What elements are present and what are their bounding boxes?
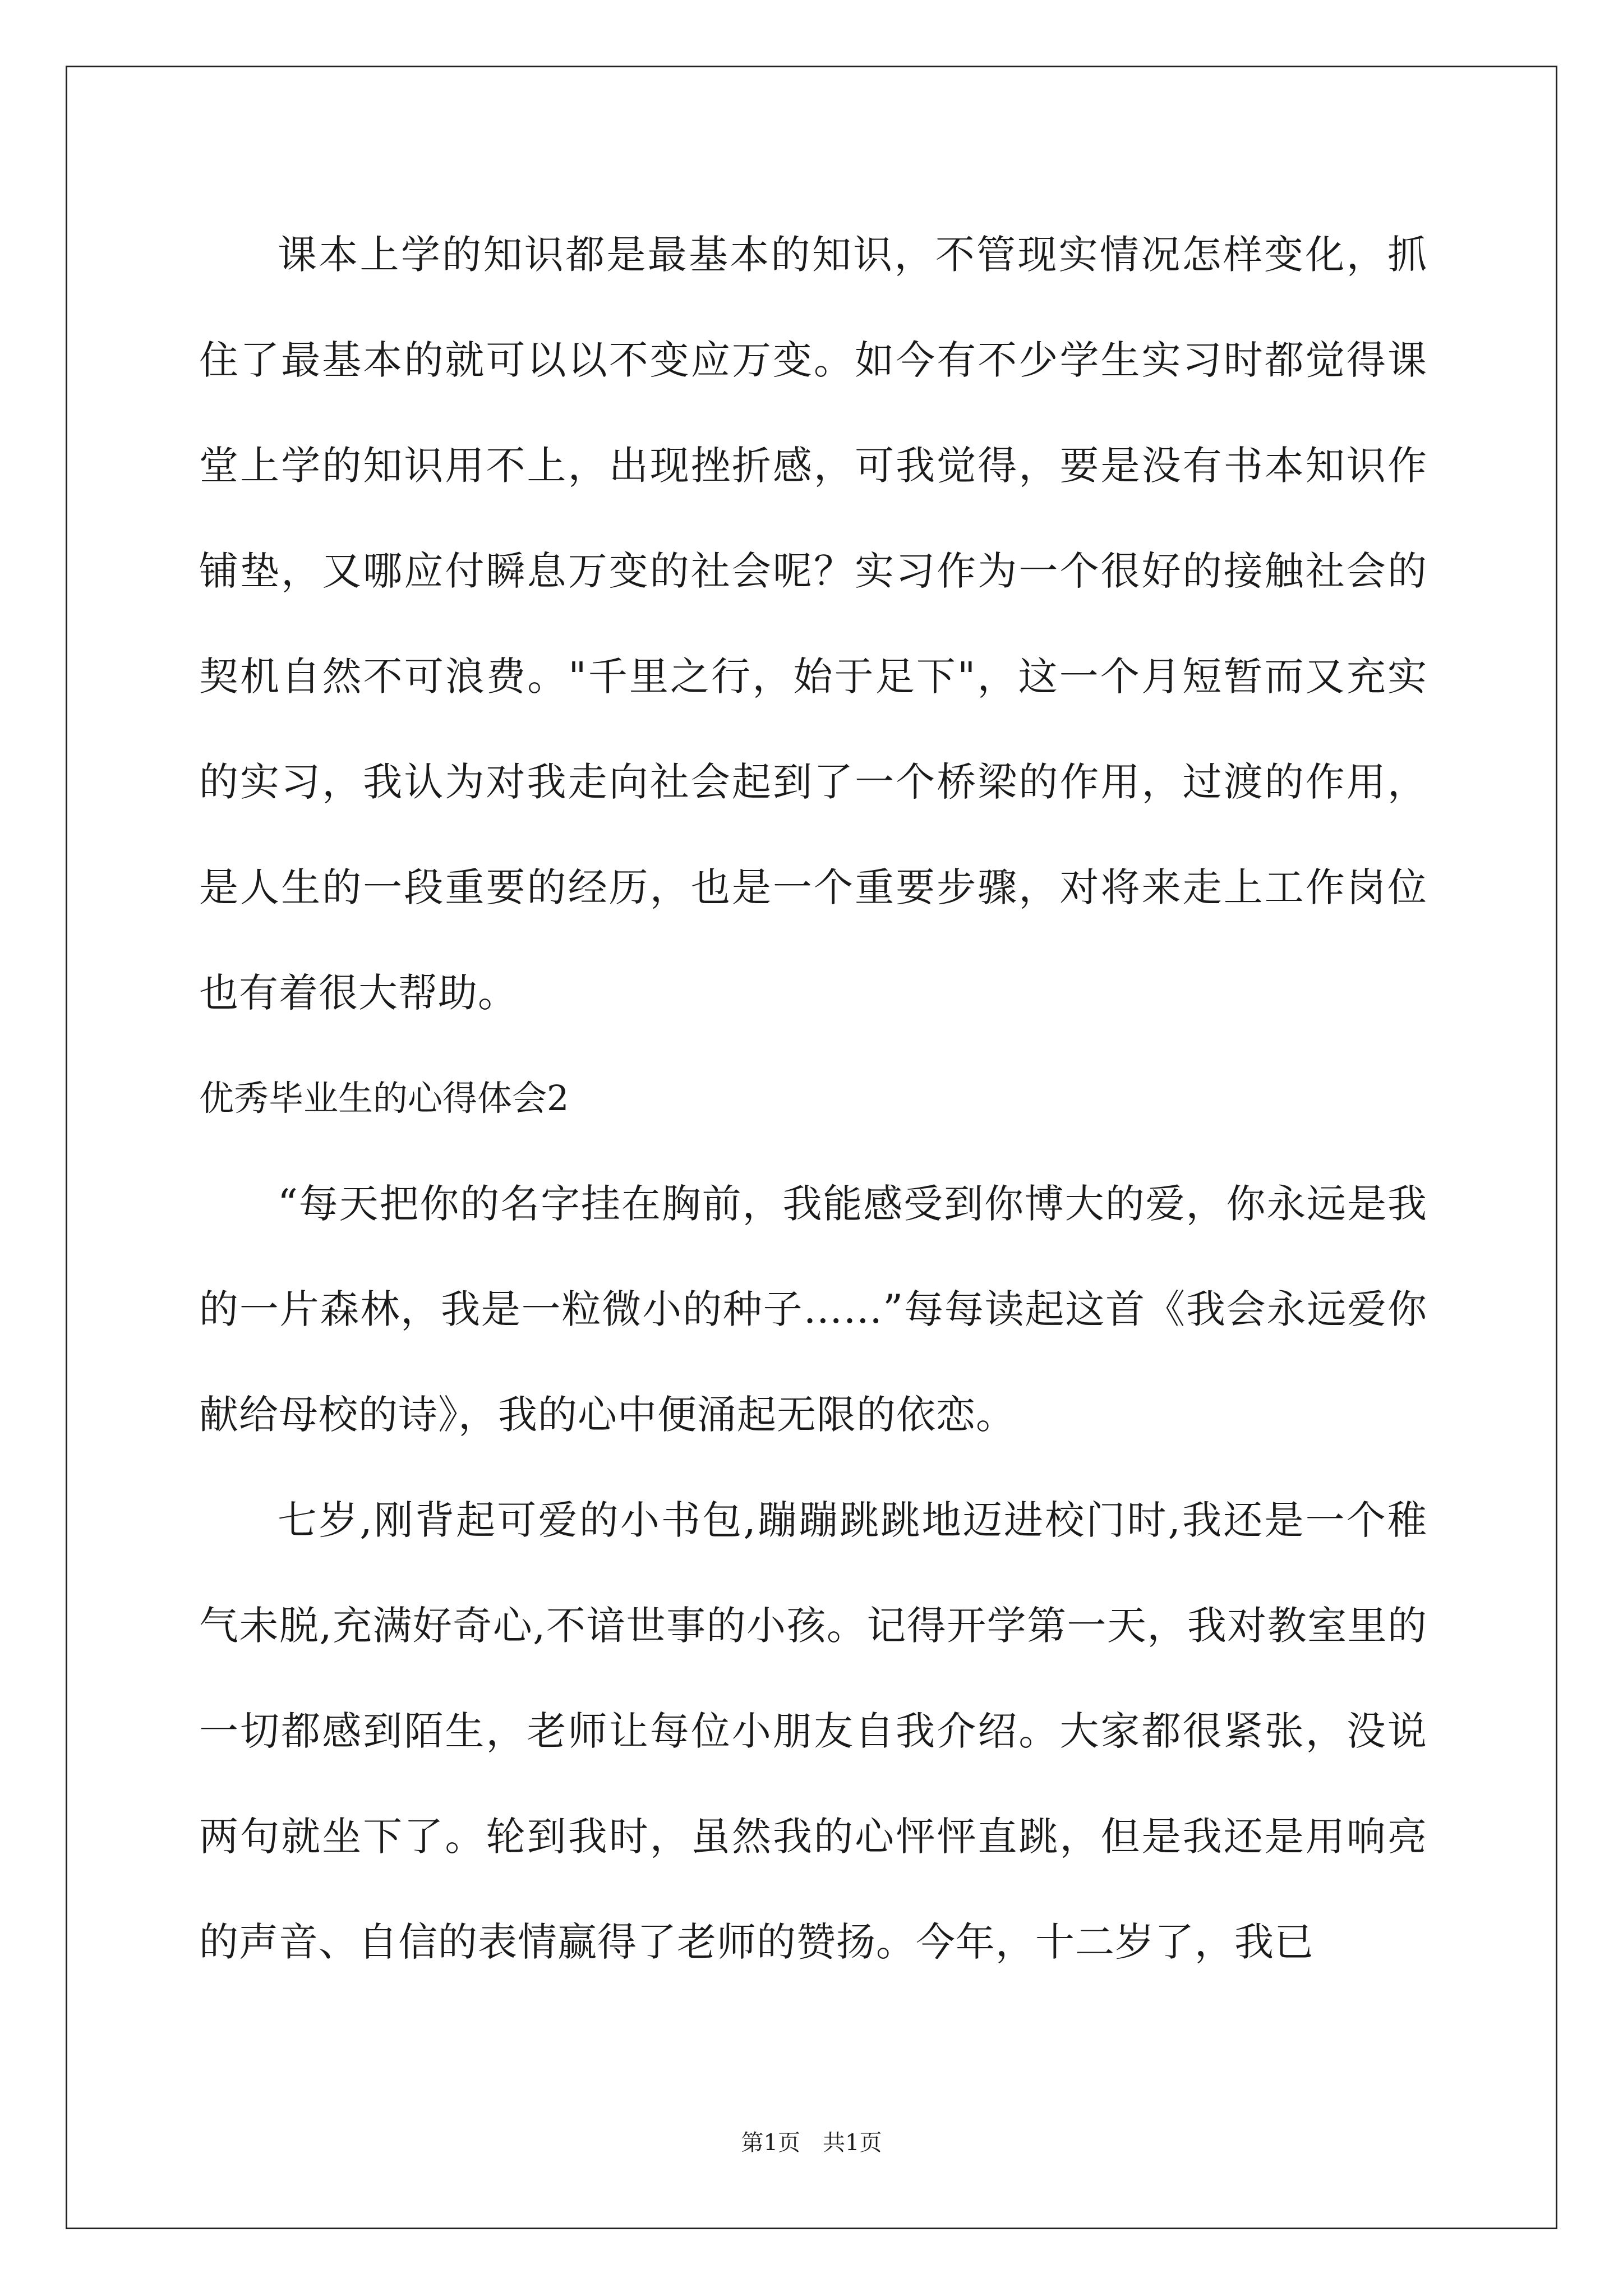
paragraph-school-poem: “每天把你的名字挂在胸前，我能感受到你博大的爱，你永远是我的一片森林，我是一粒微小的种子……”每每读起这首《我会永远爱你献给母校的诗》，我的心中便涌起无限的依恋。 [199,1181,1427,1438]
document-body [199,202,1427,1995]
page-footer: 第1页 共1页 [741,2130,882,2156]
paragraph-internship-summary: 课本上学的知识都是最基本的知识，不管现实情况怎样变化，抓住了最基本的就可以以不变应万变。如今有不少学生实习时都觉得课堂上学的知识用不上，出现挫折感，可我觉得，要是没有书本知识作铺垫，又哪应付瞬息万变的社会呢？实习作为一个很好的接触社会的契机自然不可浪费。"千里之行，始于足下"，这一个月短暂而又充实的实习，我认为对我走向社会起到了一个桥梁的作用，过渡的作用，是人生的一段重要的经历，也是一个重要步骤，对将来走上工作岗位也有着很大帮助。 [199,232,1427,1016]
paragraph-first-day: 七岁,刚背起可爱的小书包,蹦蹦跳跳地迈进校门时,我还是一个稚气未脱,充满好奇心,不谙世事的小孩。记得开学第一天，我对教室里的一切都感到陌生，老师让每位小朋友自我介绍。大家都很紧张，没说两句就坐下了。轮到我时，虽然我的心怦怦直跳，但是我还是用响亮的声音、自信的表情赢得了老师的赞扬。今年，十二岁了，我已 [199,1497,1428,1965]
section-heading: 优秀毕业生的心得体会2 [199,1078,569,1119]
